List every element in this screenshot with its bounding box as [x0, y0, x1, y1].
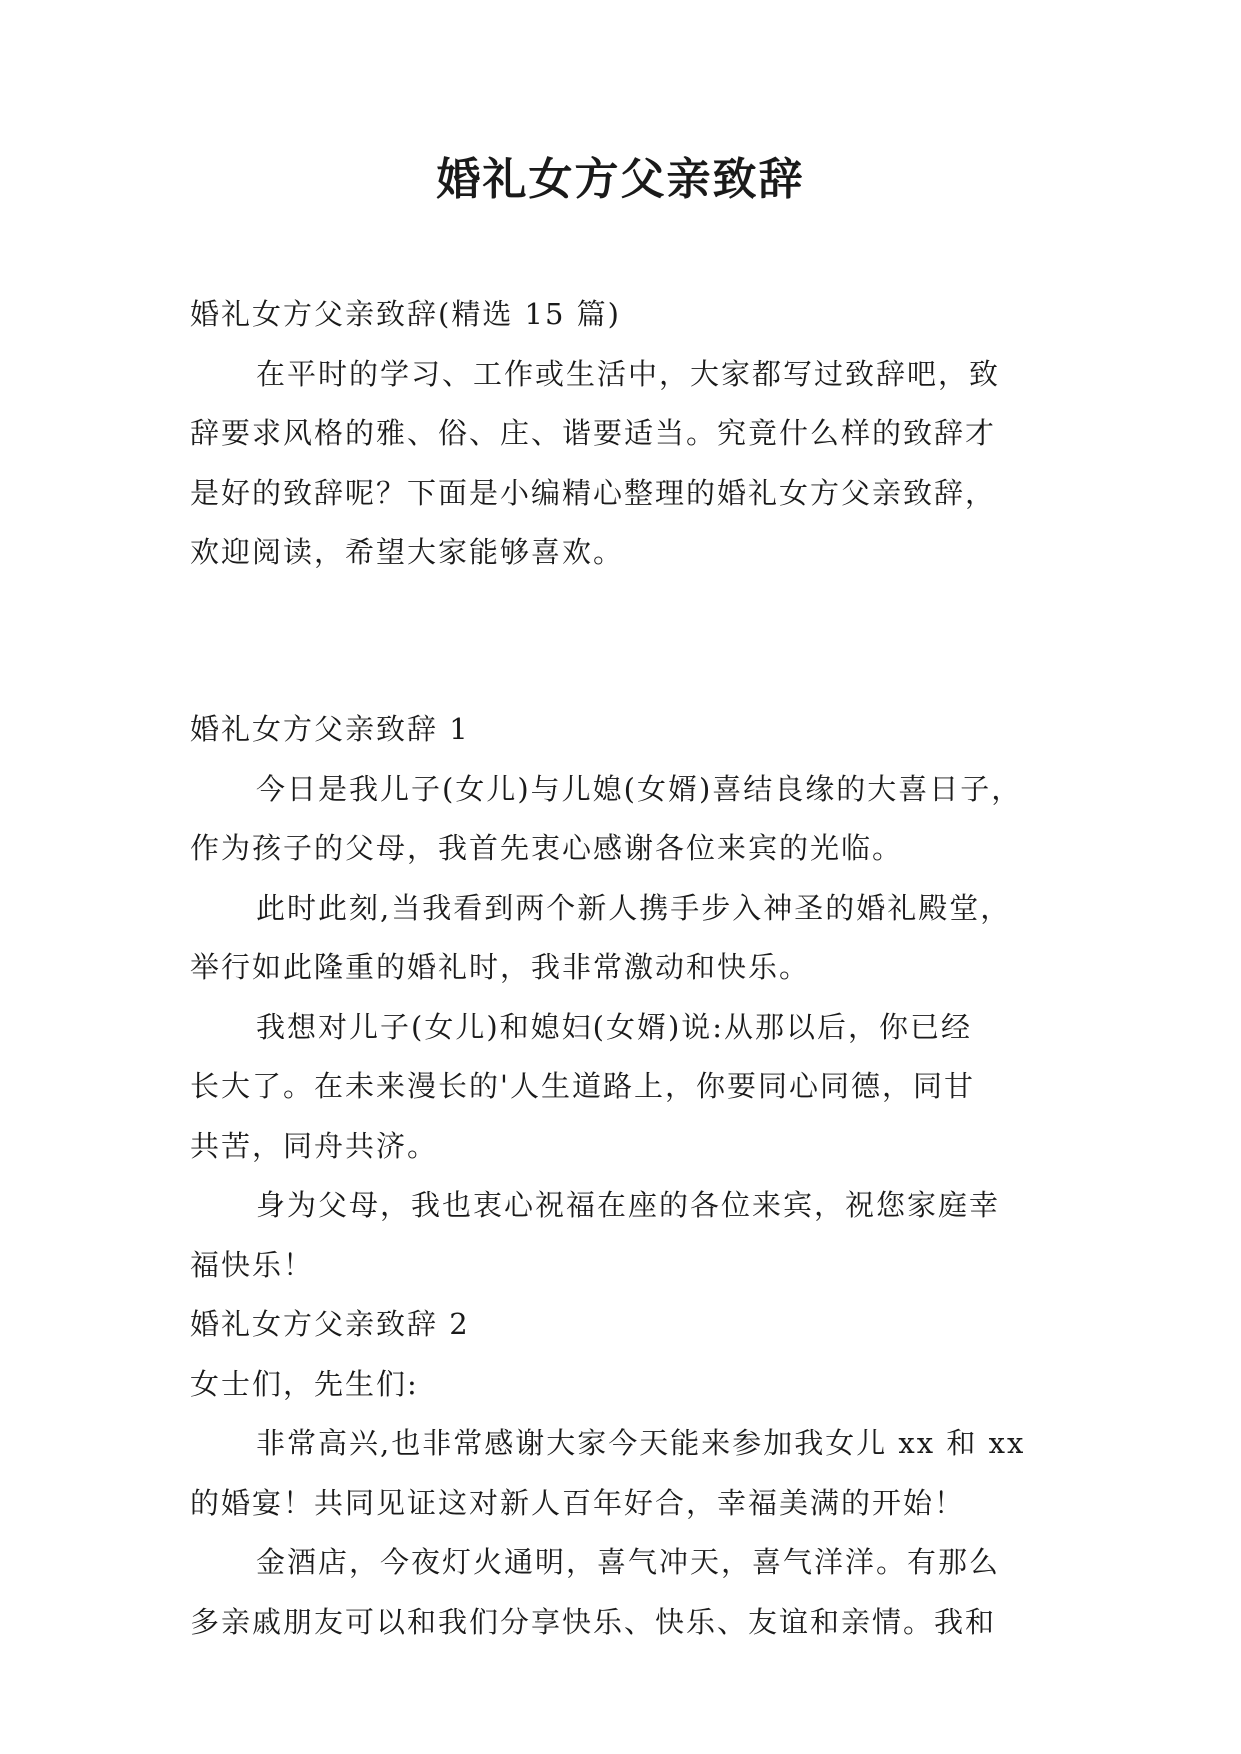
document-title: 婚礼女方父亲致辞 — [436, 154, 805, 205]
text-line: 多亲戚朋友可以和我们分享快乐、快乐、友谊和亲情。我和 — [190, 1604, 997, 1639]
text-line: 共苦，同舟共济。 — [190, 1128, 439, 1163]
text-line: 此时此刻,当我看到两个新人携手步入神圣的婚礼殿堂， — [256, 890, 1012, 925]
blank-line — [190, 612, 1060, 672]
text-line: 辞要求风格的雅、俗、庄、谐要适当。究竟什么样的致辞才 — [190, 416, 997, 450]
text-line: 今日是我儿子(女儿)与儿媳(女婿)喜结良缘的大喜日子， — [256, 771, 1023, 806]
text-line: 婚礼女方父亲致辞 1 — [190, 712, 470, 746]
text-line: 欢迎阅读，希望大家能够喜欢。 — [190, 535, 625, 569]
text-line: 我想对儿子(女儿)和媳妇(女婿)说:从那以后，你已经 — [256, 1009, 973, 1044]
text-line: 身为父母，我也衷心祝福在座的各位来宾，祝您家庭幸 — [256, 1188, 1001, 1222]
text-line: 举行如此隆重的婚礼时，我非常激动和快乐。 — [190, 950, 811, 984]
text-line: 女士们，先生们: — [190, 1366, 419, 1401]
text-line: 非常高兴,也非常感谢大家今天能来参加我女儿 xx 和 xx — [256, 1426, 1026, 1460]
text-line: 的婚宴！共同见证这对新人百年好合，幸福美满的开始！ — [190, 1485, 966, 1520]
text-line: 金酒店，今夜灯火通明，喜气冲天，喜气洋洋。有那么 — [256, 1545, 1001, 1579]
text-line: 长大了。在未来漫长的'人生道路上，你要同心同德，同甘 — [190, 1069, 975, 1103]
text-line: 作为孩子的父母，我首先衷心感谢各位来宾的光临。 — [190, 831, 904, 865]
text-line: 在平时的学习、工作或生活中，大家都写过致辞吧，致 — [256, 356, 1001, 391]
document-body — [190, 285, 1060, 1652]
text-line: 福快乐！ — [190, 1247, 315, 1282]
text-line: 婚礼女方父亲致辞(精选 15 篇) — [190, 297, 621, 331]
text-line: 是好的致辞呢？下面是小编精心整理的婚礼女方父亲致辞， — [190, 475, 997, 510]
text-line: 婚礼女方父亲致辞 2 — [190, 1307, 470, 1341]
